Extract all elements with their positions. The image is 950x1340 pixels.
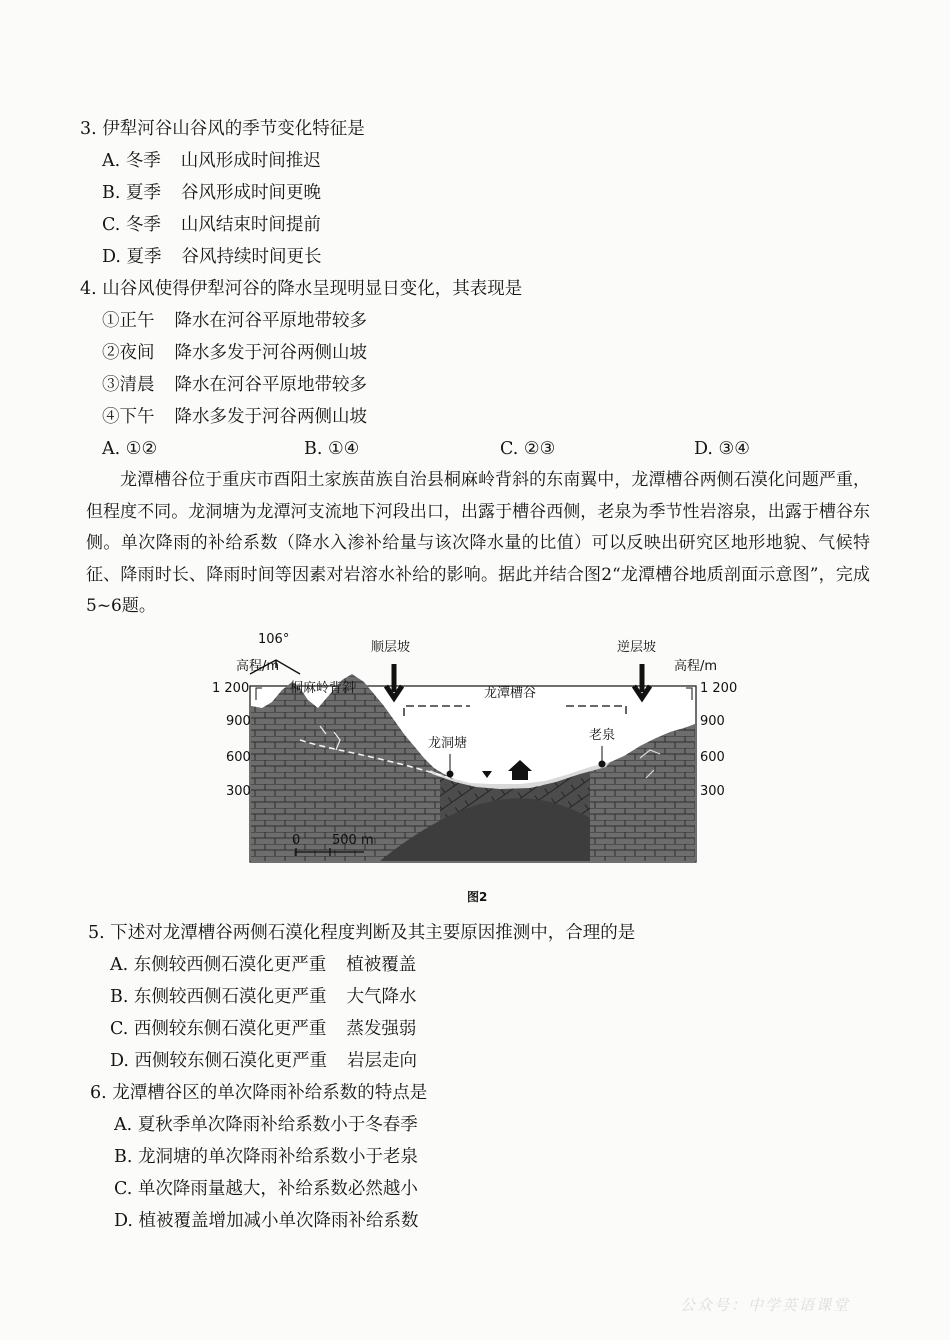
q5-option-a: A. 东侧较西侧石漠化更严重 植被覆盖 bbox=[110, 955, 417, 975]
right-tick-300: 300 bbox=[700, 784, 725, 799]
scale-value-label: 500 m bbox=[332, 833, 374, 848]
watermark: 公众号：中学英语课堂 bbox=[680, 1296, 851, 1314]
right-tick-1200: 1 200 bbox=[700, 681, 738, 696]
q6-stem: 6. 龙潭槽谷区的单次降雨补给系数的特点是 bbox=[90, 1083, 428, 1103]
q5-option-d: D. 西侧较东侧石漠化更严重 岩层走向 bbox=[110, 1051, 418, 1071]
q4-item-4: ④下午 降水多发于河谷两侧山坡 bbox=[102, 407, 367, 427]
left-tick-300: 300 bbox=[226, 784, 251, 799]
left-axis-title: 高程/m bbox=[236, 659, 280, 674]
q4-item-3: ③清晨 降水在河谷平原地带较多 bbox=[102, 375, 367, 395]
q6-option-b: B. 龙洞塘的单次降雨补给系数小于老泉 bbox=[114, 1147, 418, 1167]
q4-choice-b: B. ①④ bbox=[304, 439, 360, 459]
q3-option-a: A. 冬季 山风形成时间推迟 bbox=[102, 151, 321, 171]
q5-option-b: B. 东侧较西侧石漠化更严重 大气降水 bbox=[110, 987, 417, 1007]
figure-caption: 图2 bbox=[467, 890, 488, 904]
q6-option-a: A. 夏秋季单次降雨补给系数小于冬春季 bbox=[114, 1115, 418, 1135]
left-tick-600: 600 bbox=[226, 750, 251, 765]
q5-option-c: C. 西侧较东侧石漠化更严重 蒸发强弱 bbox=[110, 1019, 417, 1039]
right-tick-600: 600 bbox=[700, 750, 725, 765]
anticline-label: 桐麻岭背斜 bbox=[290, 681, 356, 696]
strike-label: 106° bbox=[258, 632, 290, 647]
left-tick-1200: 1 200 bbox=[212, 681, 250, 696]
geologic-cross-section-figure bbox=[0, 628, 950, 908]
q3-option-b: B. 夏季 谷风形成时间更晚 bbox=[102, 183, 321, 203]
dip-slope-label: 顺层坡 bbox=[371, 640, 411, 655]
passage-text: 龙潭槽谷位于重庆市酉阳土家族苗族自治县桐麻岭背斜的东南翼中，龙潭槽谷两侧石漠化问题严重，但程度不同。龙洞塘为龙潭河支流地下河段出口，出露于槽谷西侧，老泉为季节性岩溶泉，出露于槽谷东侧。单次降雨的补给系数（降水入渗补给量与该次降水量的比值）可以反映出研究区地形地貌、气候特征、降雨时长、降雨时间等因素对岩溶水补给的影响。据此并结合图2“龙潭槽谷地质剖面示意图”，完成5~6题。 bbox=[86, 470, 870, 616]
right-tick-900: 900 bbox=[700, 714, 725, 729]
q6-option-c: C. 单次降雨量越大，补给系数必然越小 bbox=[114, 1179, 418, 1199]
q4-choice-c: C. ②③ bbox=[500, 439, 556, 459]
q4-item-2: ②夜间 降水多发于河谷两侧山坡 bbox=[102, 343, 367, 363]
anti-dip-slope-label: 逆层坡 bbox=[617, 640, 657, 655]
reading-passage bbox=[86, 465, 870, 623]
q4-item-1: ①正午 降水在河谷平原地带较多 bbox=[102, 311, 367, 331]
q4-stem: 4. 山谷风使得伊犁河谷的降水呈现明显日变化，其表现是 bbox=[80, 279, 523, 299]
q5-stem: 5. 下述对龙潭槽谷两侧石漠化程度判断及其主要原因推测中，合理的是 bbox=[88, 923, 636, 943]
spring-west-label: 龙洞塘 bbox=[428, 736, 468, 751]
valley-label: 龙潭槽谷 bbox=[484, 686, 537, 701]
q6-option-d: D. 植被覆盖增加减小单次降雨补给系数 bbox=[114, 1211, 419, 1231]
left-tick-900: 900 bbox=[226, 714, 251, 729]
scale-zero-label: 0 bbox=[292, 833, 301, 848]
q4-choice-a: A. ①② bbox=[102, 439, 158, 459]
q4-choice-d: D. ③④ bbox=[694, 439, 750, 459]
q3-option-d: D. 夏季 谷风持续时间更长 bbox=[102, 247, 322, 267]
q3-stem: 3. 伊犁河谷山谷风的季节变化特征是 bbox=[80, 119, 365, 139]
right-axis-title: 高程/m bbox=[674, 659, 718, 674]
q3-option-c: C. 冬季 山风结束时间提前 bbox=[102, 215, 321, 235]
spring-east-label: 老泉 bbox=[589, 728, 616, 743]
